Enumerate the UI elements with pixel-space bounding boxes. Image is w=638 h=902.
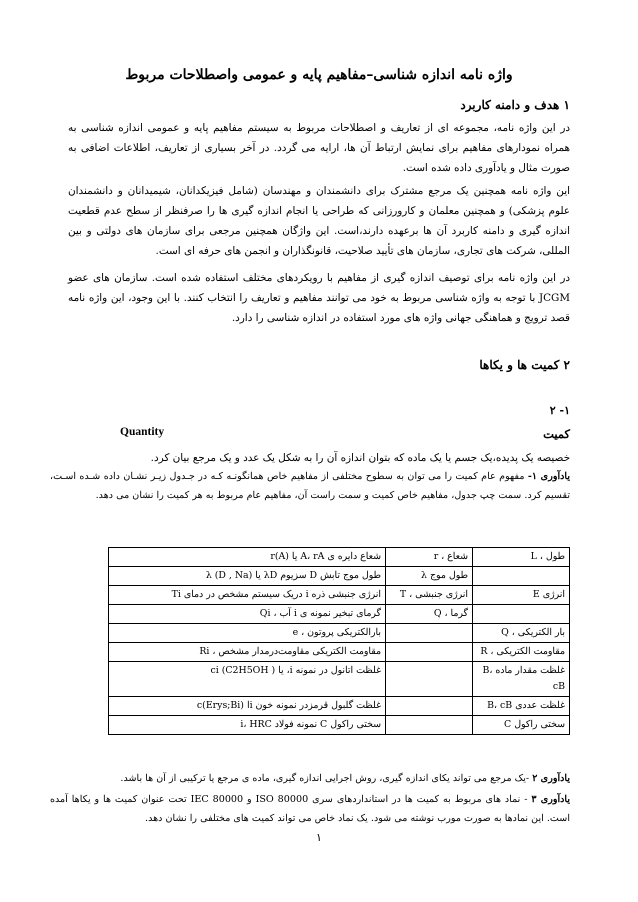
section-heading-quantities: ۲ کمیت ها و یکاها bbox=[479, 358, 570, 372]
table-cell: مقاومت الکتریکی ، R bbox=[473, 643, 570, 662]
note-label: یادآوری ۳ bbox=[531, 794, 571, 805]
paragraph-text: در این واژه نامه، مجموعه ای از تعاریف و اصطلاحات مربوط به سیستم مفاهیم پایه و عمومی اندازه شناسی به همراه نمودارهای مفاهیم برای نمایش ارتباط آن ها، ارایه می گردد. در آخر بسیاری از تعاریف، اطلاعات اضافی به صورت مثال و یادآوری داده شده است. bbox=[68, 122, 570, 174]
table-row bbox=[109, 697, 570, 716]
table-cell bbox=[386, 716, 473, 735]
paragraph-scope-3 bbox=[68, 268, 570, 328]
table-cell: گرما ، Q bbox=[386, 605, 473, 624]
table-row bbox=[109, 605, 570, 624]
table-cell: انرژی جنبشی ذره i دریک سیستم مشخص در دمای Ti bbox=[109, 586, 386, 605]
table-cell bbox=[473, 567, 570, 586]
table-row bbox=[109, 567, 570, 586]
table-cell: غلظت گلبول قرمزدر نمونه خون i‌ا c(Erys;Bi) bbox=[109, 697, 386, 716]
table-cell: طول موج λ bbox=[386, 567, 473, 586]
table-cell: بارالکتریکی پروتون ، e bbox=[109, 624, 386, 643]
table-cell bbox=[386, 662, 473, 697]
table-cell: طول موج تابش D سزیوم λD یا λ (D , Na) bbox=[109, 567, 386, 586]
table-cell: طول ، L bbox=[473, 548, 570, 567]
paragraph-text: این واژه نامه همچنین یک مرجع مشترک برای دانشمندان و مهندسان (شامل فیزیکدانان، شیمیدانان و دانشمندان علوم پزشکی) و همچنین معلمان و کارورزانی که طراحی یا انجام اندازه گیری ها را صرفنظر از سطح عدم قطعیت اندازه گیری و دامنه کاربرد آن ها برعهده دارند،است. این واژگان همچنین مرجعی برای سازمان های دولتی و بین المللی، شرکت های تجاری، سازمان های تأیید صلاحیت، قانونگذاران و انجمن های حرفه ای است. bbox=[68, 185, 570, 257]
note-text: -یک مرجع می تواند یکای اندازه گیری، روش اجرایی اندازه گیری، ماده ی مرجع یا ترکیبی از آن ها باشد. bbox=[120, 773, 533, 784]
table-cell: شعاع ، r bbox=[386, 548, 473, 567]
term-definition: خصیصه یک پدیده،یک جسم یا یک ماده که بتوان اندازه آن را به شکل یک عدد و یک مرجع بیان کرد. bbox=[150, 452, 570, 464]
table-row bbox=[109, 548, 570, 567]
note-label: یادآوری ۱- bbox=[527, 471, 570, 482]
table-cell: انرژی E bbox=[473, 586, 570, 605]
subsection-number: ۱- ۲ bbox=[549, 404, 570, 417]
table-cell bbox=[386, 697, 473, 716]
table-cell bbox=[386, 643, 473, 662]
note-label: یادآوری ۲ bbox=[532, 773, 570, 784]
table-cell: مقاومت الکتریکی مقاومت‌درمدار مشخص ، Ri bbox=[109, 643, 386, 662]
paragraph-scope-1 bbox=[68, 118, 570, 178]
table-cell: غلظت اتانول در نمونه i، یا ci (C2H5OH ) bbox=[109, 662, 386, 697]
note-3 bbox=[50, 790, 570, 828]
table-row bbox=[109, 643, 570, 662]
section-heading-scope: ۱ هدف و دامنه کاربرد bbox=[460, 98, 570, 112]
table-row bbox=[109, 716, 570, 735]
table-cell: انرژی جنبشی ، T bbox=[386, 586, 473, 605]
table-cell bbox=[473, 605, 570, 624]
note-text: مفهوم عام کمیت را می توان به سطوح مختلفی از مفاهیم خاص همانگونـه کـه در جـدول زیـر نشـان داده شـده اسـت، تقسیم کرد. سمت چپ جدول، مفاهیم خاص کمیت و سمت راست آن، مفاهیم عام مربوط به هر کمیت را نشان می دهد. bbox=[50, 471, 570, 501]
table-cell: شعاع دایره ی A، rA یا r(A) bbox=[109, 548, 386, 567]
document-title: واژه نامه اندازه شناسی–مفاهیم پایه و عمومی واصطلاحات مربوط bbox=[125, 67, 513, 83]
term-english: Quantity bbox=[120, 426, 165, 438]
table-cell: بار الکتریکی ، Q bbox=[473, 624, 570, 643]
note-2 bbox=[50, 769, 570, 788]
paragraph-scope-2 bbox=[68, 181, 570, 261]
table-cell bbox=[386, 624, 473, 643]
table-row bbox=[109, 586, 570, 605]
term-persian: کمیت bbox=[543, 427, 570, 441]
table-cell: گرمای تبخیر نمونه ی i آب ، Qi bbox=[109, 605, 386, 624]
table-row bbox=[109, 662, 570, 697]
table-cell: غلظت عددی B، cB bbox=[473, 697, 570, 716]
table-cell: غلظت مقدار ماده B، cB bbox=[473, 662, 570, 697]
quantity-table bbox=[108, 547, 570, 735]
table-row bbox=[109, 624, 570, 643]
paragraph-text: در این واژه نامه برای توصیف اندازه گیری از مفاهیم با رویکردهای مختلف استفاده شده است. سازمان های عضو JCGM با توجه به واژه شناسی مربوط به خود می توانند مفاهیم و تعاریف را انتخاب کنند. با این وجود، این واژه نامه قصد ترویج و هماهنگی جهانی واژه های مورد استفاده در اندازه شناسی را دارد. bbox=[68, 272, 570, 324]
note-text: - نماد های مربوط به کمیت ها در استانداردهای سری ISO 80000 و IEC 80000 تحت عنوان کمیت ها و یکاها آمده است. این نمادها به صورت مورب نوشته می شود. یک نماد خاص می تواند کمیت های مختلفی را نشان دهد. bbox=[50, 794, 570, 824]
table-cell: سختی راکول C نمونه فولاد i، HRC bbox=[109, 716, 386, 735]
note-1 bbox=[50, 467, 570, 505]
table-cell: سختی راکول C bbox=[473, 716, 570, 735]
page-number: ۱ bbox=[316, 831, 322, 844]
